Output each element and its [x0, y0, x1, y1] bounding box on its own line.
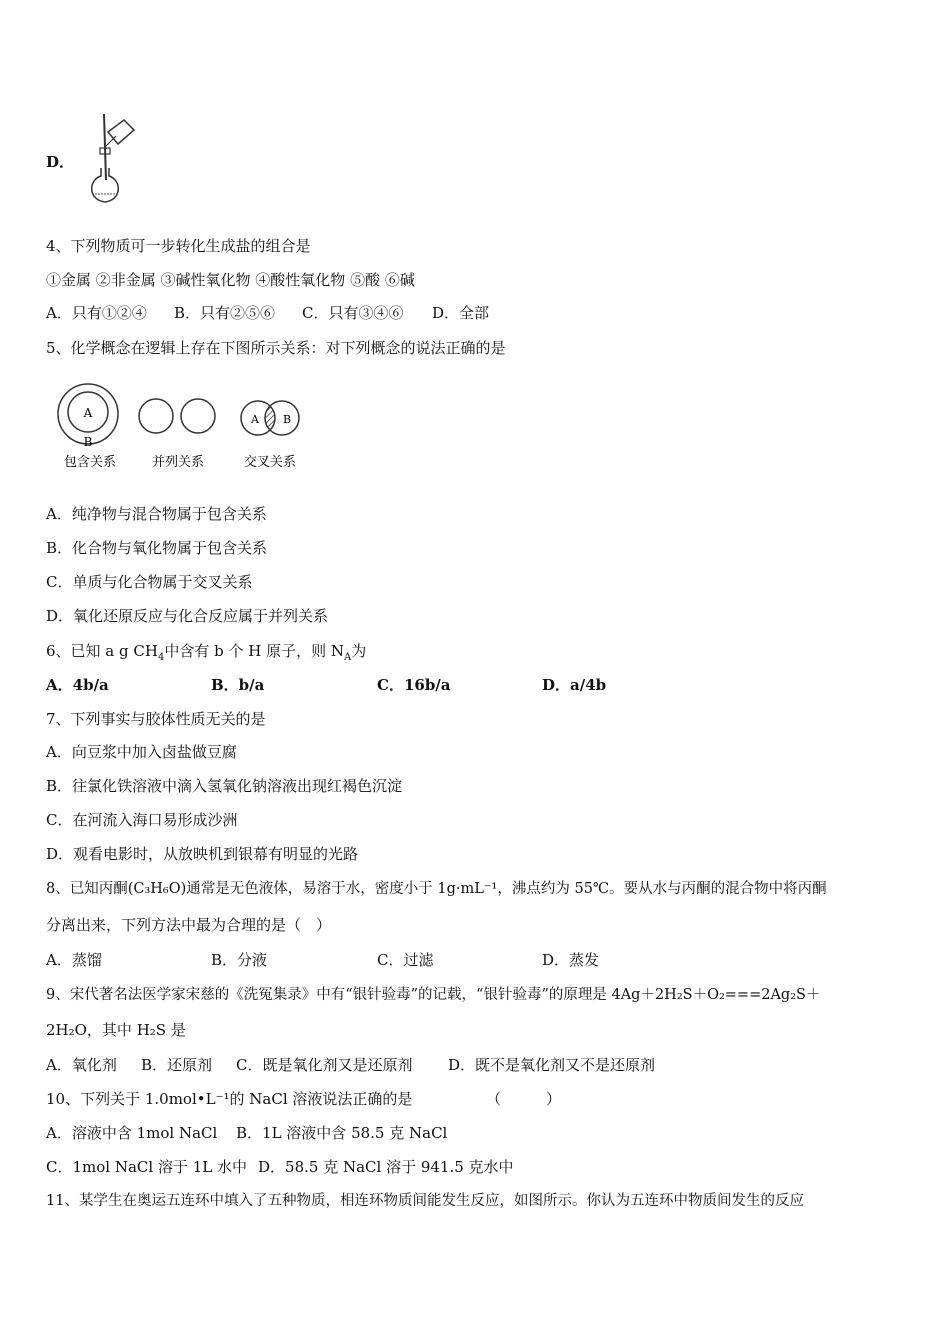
q8-option-d: D．蒸发: [542, 951, 600, 969]
q4-option-c: C．只有③④⑥: [302, 304, 404, 322]
q10-option-a: A．溶液中含 1mol NaCl: [46, 1124, 218, 1142]
q8-stem-line2: 分离出来，下列方法中最为合理的是（ ）: [46, 916, 332, 934]
q8-option-a: A．蒸馏: [46, 951, 102, 969]
q7-option-d: D．观看电影时，从放映机到银幕有明显的光路: [46, 845, 359, 863]
q9-option-c: C．既是氧化剂又是还原剂: [236, 1056, 413, 1074]
q9-stem-line2: 2H₂O，其中 H₂S 是: [46, 1021, 186, 1039]
q5-option-b: B．化合物与氧化物属于包含关系: [46, 539, 268, 557]
q6-option-a: A．4b/a: [46, 676, 109, 694]
q10-paren: （ ）: [486, 1090, 562, 1108]
q4-items: ①金属 ②非金属 ③碱性氧化物 ④酸性氧化物 ⑤酸 ⑥碱: [46, 271, 415, 289]
q4-option-d: D．全部: [432, 304, 490, 322]
q4-option-a: A．只有①②④: [46, 304, 147, 322]
circle-label-b: B: [83, 435, 93, 449]
q6-option-c: C．16b/a: [377, 676, 451, 694]
label-intersection: 交叉关系: [243, 455, 297, 470]
q10-stem: 10、下列关于 1.0mol•L⁻¹的 NaCl 溶液说法正确的是: [46, 1090, 413, 1108]
q7-option-b: B．往氯化铁溶液中滴入氢氧化钠溶液出现红褐色沉淀: [46, 777, 403, 795]
circle-label-a: A: [83, 406, 93, 420]
q9-option-a: A．氧化剂: [46, 1056, 117, 1074]
q7-option-c: C．在河流入海口易形成沙洲: [46, 811, 238, 829]
flask-apparatus-figure: [84, 110, 140, 206]
q6-stem: 6、已知 a g $CH_4$中含有 b 个 H 原子，则 $N_A$为: [46, 642, 367, 663]
q5-option-d: D．氧化还原反应与化合反应属于并列关系: [46, 607, 329, 625]
label-containment: 包含关系: [63, 455, 117, 470]
q5-option-c: C．单质与化合物属于交叉关系: [46, 573, 253, 591]
q5-stem: 5、化学概念在逻辑上存在下图所示关系：对下列概念的说法正确的是: [46, 339, 506, 357]
q7-stem: 7、下列事实与胶体性质无关的是: [46, 710, 266, 728]
circle-label-b-2: B: [282, 413, 292, 426]
q10-option-d: D．58.5 克 NaCl 溶于 941.5 克水中: [258, 1158, 514, 1176]
q4-option-b: B．只有②⑤⑥: [174, 304, 276, 322]
q9-stem-line1: 9、宋代著名法医学家宋慈的《洗冤集录》中有“银针验毒”的记载，“银针验毒”的原理是 4Ag＋2H₂S＋O₂===2Ag₂S＋: [46, 987, 821, 1003]
q8-option-c: C．过滤: [377, 951, 434, 969]
q4-stem: 4、下列物质可一步转化生成盐的组合是: [46, 237, 311, 255]
q3-option-d: D．: [46, 153, 75, 171]
q10-option-b: B．1L 溶液中含 58.5 克 NaCl: [236, 1124, 448, 1142]
label-parallel: 并列关系: [151, 455, 205, 470]
circle-label-a-2: A: [251, 413, 259, 426]
q11-stem: 11、某学生在奥运五连环中填入了五种物质，相连环物质间能发生反应，如图所示。你认为五连环中物质间发生的反应: [46, 1193, 804, 1209]
q7-option-a: A．向豆浆中加入卤盐做豆腐: [46, 743, 237, 761]
q10-option-c: C．1mol NaCl 溶于 1L 水中: [46, 1158, 247, 1176]
q6-option-b: B．b/a: [211, 676, 265, 694]
q9-option-d: D．既不是氧化剂又不是还原剂: [448, 1056, 656, 1074]
concept-relation-diagram: [52, 382, 312, 474]
q8-option-b: B．分液: [211, 951, 268, 969]
q6-option-d: D．a/4b: [542, 676, 607, 694]
q8-stem-line1: 8、已知丙酮(C₃H₆O)通常是无色液体，易溶于水，密度小于 1g·mL⁻¹，沸点约为 55℃。要从水与丙酮的混合物中将丙酮: [46, 881, 827, 897]
q5-option-a: A．纯净物与混合物属于包含关系: [46, 505, 267, 523]
q9-option-b: B．还原剂: [141, 1056, 213, 1074]
